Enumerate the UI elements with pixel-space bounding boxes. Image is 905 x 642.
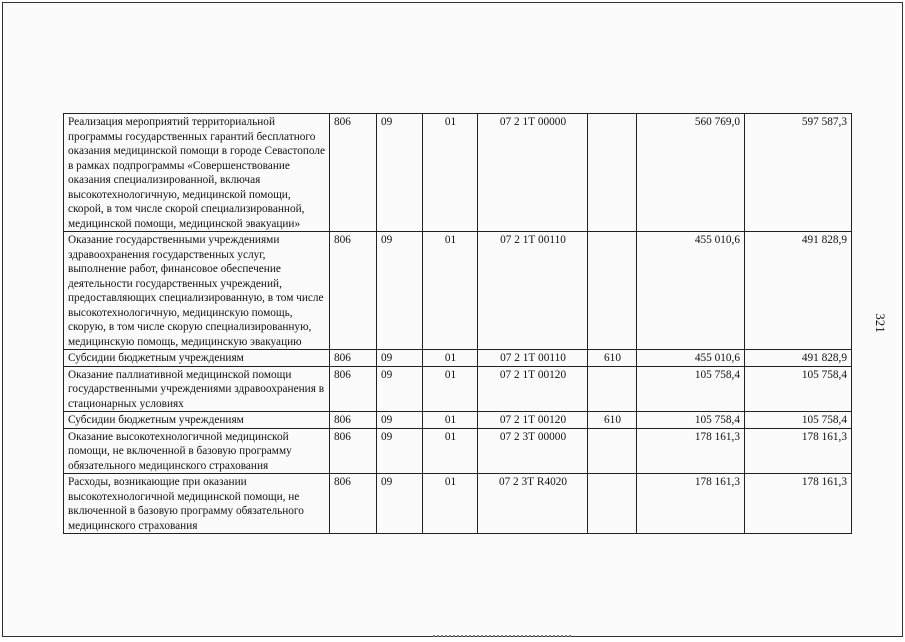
section-code-cell: 09 bbox=[377, 474, 423, 534]
subsection-code-cell: 01 bbox=[423, 232, 478, 350]
ministry-code-cell: 806 bbox=[330, 428, 377, 474]
ministry-code-cell: 806 bbox=[330, 474, 377, 534]
expense-type-cell bbox=[588, 474, 637, 534]
amount-year1-cell: 105 758,4 bbox=[637, 412, 745, 429]
expense-name-cell: Оказание высокотехнологичной медицинской помощи, не включенной в базовую программу обязательного медицинского страхования bbox=[64, 428, 330, 474]
amount-year1-cell: 178 161,3 bbox=[637, 428, 745, 474]
document-page bbox=[2, 2, 903, 637]
expense-type-cell bbox=[588, 232, 637, 350]
budget-table-body bbox=[64, 114, 852, 534]
amount-year2-cell: 105 758,4 bbox=[745, 366, 852, 412]
section-code-cell: 09 bbox=[377, 232, 423, 350]
expense-type-cell bbox=[588, 366, 637, 412]
table-row bbox=[64, 428, 852, 474]
expense-type-cell: 610 bbox=[588, 412, 637, 429]
target-article-cell: 07 2 3Т R4020 bbox=[478, 474, 588, 534]
target-article-cell: 07 2 1Т 00120 bbox=[478, 366, 588, 412]
amount-year2-cell: 491 828,9 bbox=[745, 350, 852, 367]
amount-year2-cell: 105 758,4 bbox=[745, 412, 852, 429]
ministry-code-cell: 806 bbox=[330, 232, 377, 350]
amount-year2-cell: 178 161,3 bbox=[745, 474, 852, 534]
target-article-cell: 07 2 1Т 00110 bbox=[478, 350, 588, 367]
ministry-code-cell: 806 bbox=[330, 350, 377, 367]
subsection-code-cell: 01 bbox=[423, 428, 478, 474]
amount-year2-cell: 178 161,3 bbox=[745, 428, 852, 474]
table-row bbox=[64, 366, 852, 412]
expense-type-cell: 610 bbox=[588, 350, 637, 367]
section-code-cell: 09 bbox=[377, 412, 423, 429]
amount-year2-cell: 491 828,9 bbox=[745, 232, 852, 350]
amount-year1-cell: 105 758,4 bbox=[637, 366, 745, 412]
expense-name-cell: Реализация мероприятий территориальной программы государственных гарантий бесплатного оказания медицинской помощи в городе Севастополе в рамках подпрограммы «Совершенствование оказания специализированной, включая высокотехнологичную, медицинской помощи, скорой, в том числе скорой специализированной, медицинской помощи, медицинской эвакуации» bbox=[64, 114, 330, 232]
section-code-cell: 09 bbox=[377, 428, 423, 474]
expense-type-cell bbox=[588, 428, 637, 474]
table-row bbox=[64, 412, 852, 429]
ministry-code-cell: 806 bbox=[330, 412, 377, 429]
page-number: 321 bbox=[873, 313, 888, 333]
budget-table bbox=[63, 113, 852, 534]
table-row bbox=[64, 114, 852, 232]
amount-year1-cell: 455 010,6 bbox=[637, 350, 745, 367]
target-article-cell: 07 2 1Т 00000 bbox=[478, 114, 588, 232]
target-article-cell: 07 2 1Т 00120 bbox=[478, 412, 588, 429]
amount-year1-cell: 455 010,6 bbox=[637, 232, 745, 350]
subsection-code-cell: 01 bbox=[423, 114, 478, 232]
ministry-code-cell: 806 bbox=[330, 366, 377, 412]
subsection-code-cell: 01 bbox=[423, 350, 478, 367]
amount-year1-cell: 178 161,3 bbox=[637, 474, 745, 534]
subsection-code-cell: 01 bbox=[423, 366, 478, 412]
target-article-cell: 07 2 3Т 00000 bbox=[478, 428, 588, 474]
section-code-cell: 09 bbox=[377, 114, 423, 232]
subsection-code-cell: 01 bbox=[423, 474, 478, 534]
expense-name-cell: Субсидии бюджетным учреждениям bbox=[64, 412, 330, 429]
section-code-cell: 09 bbox=[377, 366, 423, 412]
amount-year2-cell: 597 587,3 bbox=[745, 114, 852, 232]
table-row bbox=[64, 350, 852, 367]
expense-name-cell: Субсидии бюджетным учреждениям bbox=[64, 350, 330, 367]
scan-artifact-line bbox=[433, 635, 573, 637]
ministry-code-cell: 806 bbox=[330, 114, 377, 232]
amount-year1-cell: 560 769,0 bbox=[637, 114, 745, 232]
table-row bbox=[64, 474, 852, 534]
expense-name-cell: Оказание государственными учреждениями здравоохранения государственных услуг, выполнение работ, финансовое обеспечение деятельности государственных учреждений, предоставляющих специализированную, в том числе высокотехнологичную, медицинскую помощь, скорую, в том числе скорую специализированную, медицинскую помощь, медицинскую эвакуацию bbox=[64, 232, 330, 350]
expense-type-cell bbox=[588, 114, 637, 232]
target-article-cell: 07 2 1Т 00110 bbox=[478, 232, 588, 350]
section-code-cell: 09 bbox=[377, 350, 423, 367]
expense-name-cell: Оказание паллиативной медицинской помощи государственными учреждениями здравоохранения в стационарных условиях bbox=[64, 366, 330, 412]
table-row bbox=[64, 232, 852, 350]
subsection-code-cell: 01 bbox=[423, 412, 478, 429]
expense-name-cell: Расходы, возникающие при оказании высокотехнологичной медицинской помощи, не включенной в базовую программу обязательного медицинского страхования bbox=[64, 474, 330, 534]
